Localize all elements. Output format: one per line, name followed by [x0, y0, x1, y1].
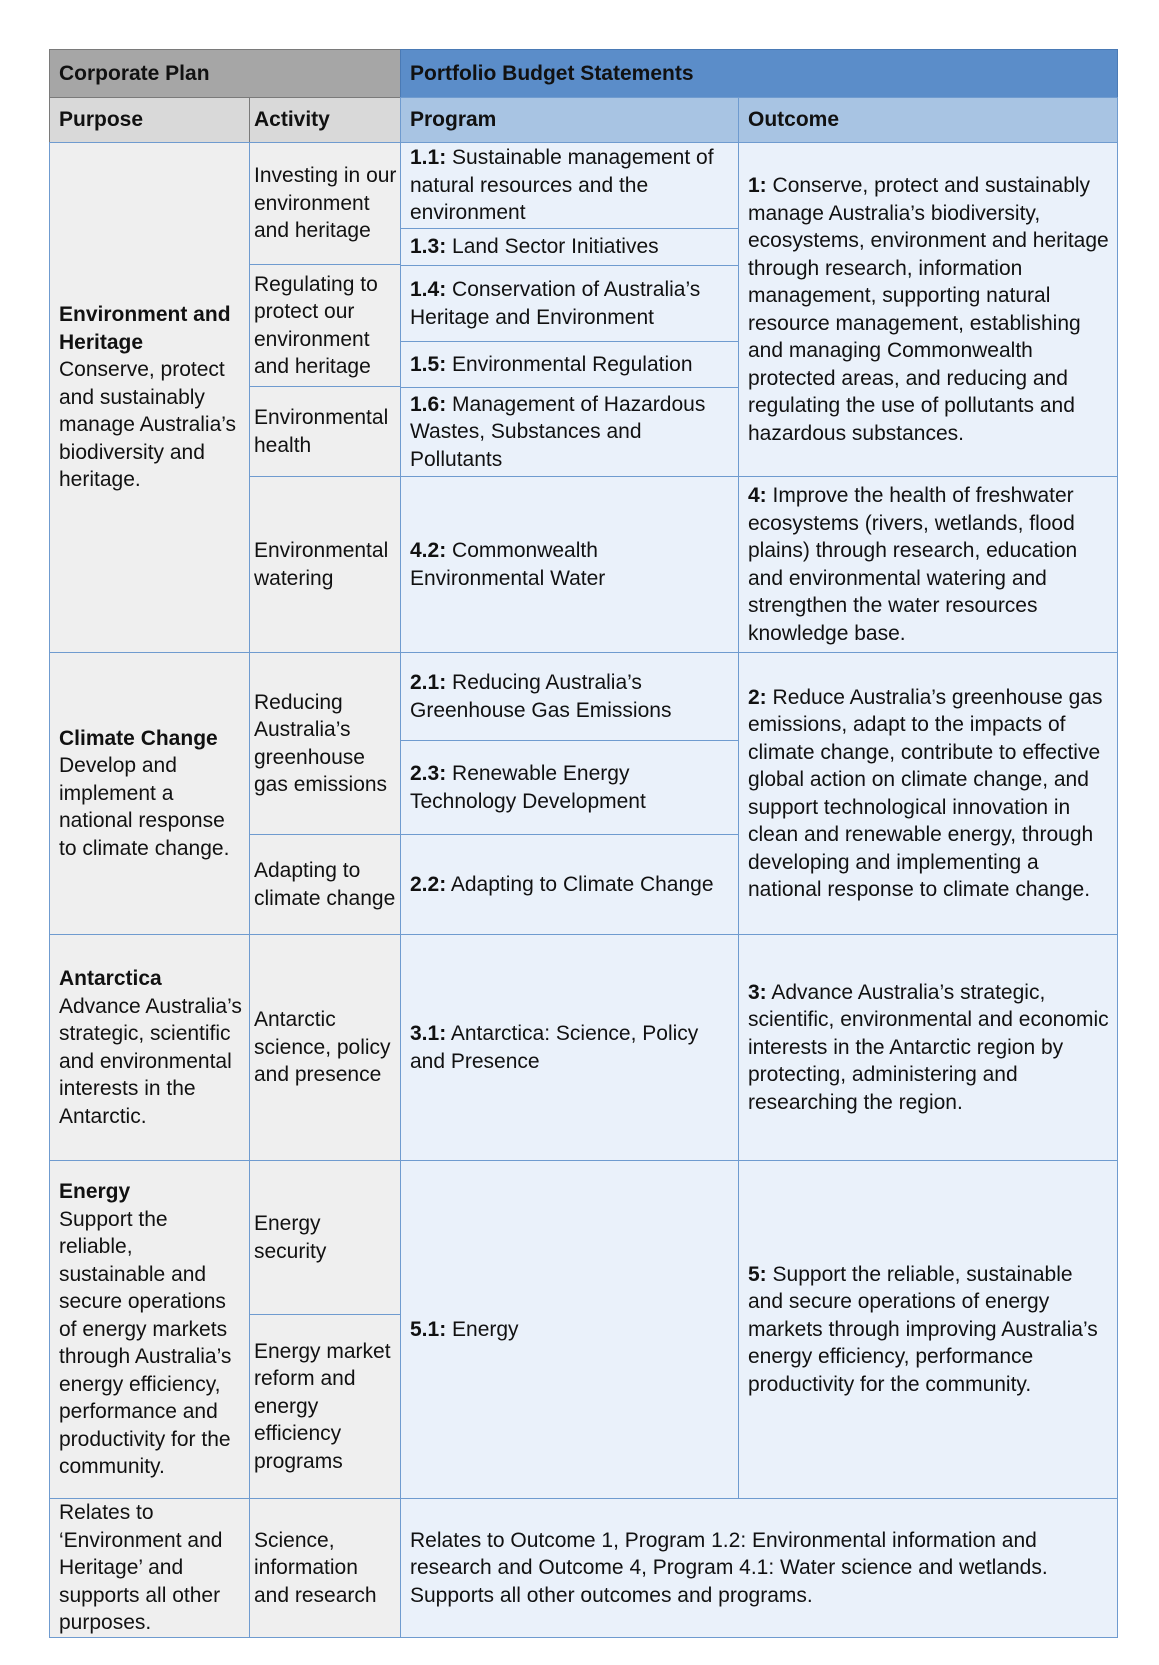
program-5-1	[400, 1160, 739, 1499]
program-code: 1.1:	[410, 146, 447, 170]
program-1-3	[400, 228, 739, 266]
outcome-code: 2:	[748, 685, 767, 709]
outcome-code: 1:	[748, 174, 767, 197]
outcome-text: Improve the health of freshwater ecosystems (rivers, wetlands, flood plains) through research, education and environmental watering and strengthen the water resources knowledge base.	[748, 484, 1078, 645]
purpose-title: Antarctica	[59, 967, 162, 990]
activity-text: Energy market reform and energy efficiency programs	[254, 1339, 391, 1473]
program-1-1	[400, 142, 739, 229]
purpose-climate-change	[49, 652, 250, 935]
purpose-header-text: Purpose	[59, 108, 144, 132]
program-1-6	[400, 387, 739, 477]
outcome-2	[738, 652, 1118, 935]
program-code: 1.6:	[410, 392, 447, 416]
program-1-4	[400, 265, 739, 342]
program-text: Antarctica: Science, Policy and Presence	[410, 1022, 699, 1073]
program-4-2	[400, 476, 739, 653]
outcome-code: 3:	[748, 980, 767, 1004]
program-3-1	[400, 934, 739, 1161]
purpose-column-header	[49, 97, 250, 143]
program-2-3	[400, 740, 739, 835]
purpose-text: Advance Australia’s strategic, scientific and environmental interests in the Antarctic.	[59, 994, 242, 1128]
activity-text: Science, information and research	[254, 1528, 377, 1607]
program-code: 1.4:	[410, 278, 447, 301]
activity-reducing-emissions	[249, 652, 401, 835]
outcome-header-text: Outcome	[748, 108, 840, 132]
purpose-title: Environment and Heritage	[59, 303, 231, 354]
program-text: Sustainable management of natural resources and the environment	[410, 146, 714, 225]
activity-text: Environmental watering	[254, 539, 389, 590]
outcome-text: Advance Australia’s strategic, scientific, environmental and economic interests in the Antarctic region by protecting, administering and researching the region.	[748, 980, 1109, 1114]
outcome-text: Conserve, protect and sustainably manage Australia’s biodiversity, ecosystems, environment and heritage through research, information management, supporting natural resource management, establishing and managing Commonwealth protected areas, and reducing and regulating the use of pollutants and hazardous substances.	[748, 174, 1109, 445]
corporate-plan-header	[49, 49, 401, 98]
program-text: Adapting to Climate Change	[446, 872, 714, 896]
program-code: 1.5:	[410, 352, 447, 376]
activity-adapting	[249, 834, 401, 935]
activity-header-text: Activity	[254, 108, 330, 132]
program-1-5	[400, 341, 739, 388]
outcome-5	[738, 1160, 1118, 1499]
program-text: Management of Hazardous Wastes, Substances and Pollutants	[410, 392, 706, 471]
purpose-text: Support the reliable, sustainable and secure operations of energy markets through Australia’s energy efficiency, performance and productivity for the community.	[59, 1207, 232, 1479]
program-text: Reducing Australia’s Greenhouse Gas Emissions	[410, 671, 672, 722]
activity-column-header	[249, 97, 401, 143]
program-header-text: Program	[410, 108, 497, 132]
program-text: Renewable Energy Technology Development	[410, 762, 646, 813]
program-text: Energy	[446, 1317, 519, 1341]
outcome-code: 5:	[748, 1262, 767, 1286]
activity-regulating	[249, 264, 401, 387]
purpose-title: Climate Change	[59, 726, 218, 750]
program-code: 2.1:	[410, 671, 447, 694]
pbs-header-text: Portfolio Budget Statements	[410, 61, 694, 85]
activity-energy-market-reform	[249, 1314, 401, 1499]
purpose-antarctica	[49, 934, 250, 1161]
purpose-environment-heritage	[49, 142, 250, 653]
program-2-1	[400, 652, 739, 741]
activity-antarctic-science	[249, 934, 401, 1161]
activity-investing	[249, 142, 401, 265]
program-column-header	[400, 97, 739, 143]
program-text: Commonwealth Environmental Water	[410, 539, 606, 590]
activity-text: Antarctic science, policy and presence	[254, 1008, 391, 1087]
activity-environmental-watering	[249, 476, 401, 653]
program-code: 2.2:	[410, 872, 447, 896]
program-code: 5.1:	[410, 1317, 447, 1341]
activity-text: Energy security	[254, 1212, 327, 1263]
science-relation-text: Relates to Outcome 1, Program 1.2: Environmental information and research and Outcome 4, Program 4.1: Water science and wetlands. Supports all other outcomes and programs.	[410, 1528, 1048, 1607]
outcome-1	[738, 142, 1118, 477]
program-text: Conservation of Australia’s Heritage and Environment	[410, 278, 701, 329]
purpose-text: Conserve, protect and sustainably manage Australia’s biodiversity and heritage.	[59, 358, 237, 492]
purpose-energy	[49, 1160, 250, 1499]
outcome-text: Reduce Australia’s greenhouse gas emissions, adapt to the impacts of climate change, contribute to effective global action on climate change, and support technological innovation in clean and renewable energy, through developing and implementing a national response to climate change.	[748, 685, 1103, 901]
activity-science-information	[249, 1498, 401, 1638]
activity-text: Investing in our environment and heritage	[254, 164, 397, 243]
purpose-text: Develop and implement a national response to climate change.	[59, 754, 230, 860]
corporate-plan-header-text: Corporate Plan	[59, 61, 210, 85]
program-2-2	[400, 834, 739, 935]
activity-energy-security	[249, 1160, 401, 1315]
purpose-title: Energy	[59, 1180, 131, 1204]
activity-text: Environmental health	[254, 406, 389, 457]
program-code: 2.3:	[410, 762, 447, 785]
outcome-3	[738, 934, 1118, 1161]
activity-text: Reducing Australia’s greenhouse gas emissions	[254, 690, 388, 796]
science-relation-note	[400, 1498, 1118, 1638]
program-text: Environmental Regulation	[446, 352, 693, 376]
pbs-header	[400, 49, 1118, 98]
program-text: Land Sector Initiatives	[446, 235, 659, 259]
outcome-text: Support the reliable, sustainable and secure operations of energy markets through improving Australia’s energy efficiency, performance productivity for the community.	[748, 1262, 1098, 1396]
outcome-column-header	[738, 97, 1118, 143]
purpose-science	[49, 1498, 250, 1638]
activity-environmental-health	[249, 386, 401, 477]
purpose-text: Relates to ‘Environment and Heritage’ and supports all other purposes.	[59, 1501, 223, 1635]
program-code: 1.3:	[410, 235, 447, 259]
activity-text: Regulating to protect our environment and heritage	[254, 272, 378, 378]
outcome-4	[738, 476, 1118, 653]
activity-text: Adapting to climate change	[254, 859, 396, 910]
outcome-code: 4:	[748, 484, 767, 507]
program-code: 3.1:	[410, 1022, 447, 1045]
program-code: 4.2:	[410, 539, 447, 562]
